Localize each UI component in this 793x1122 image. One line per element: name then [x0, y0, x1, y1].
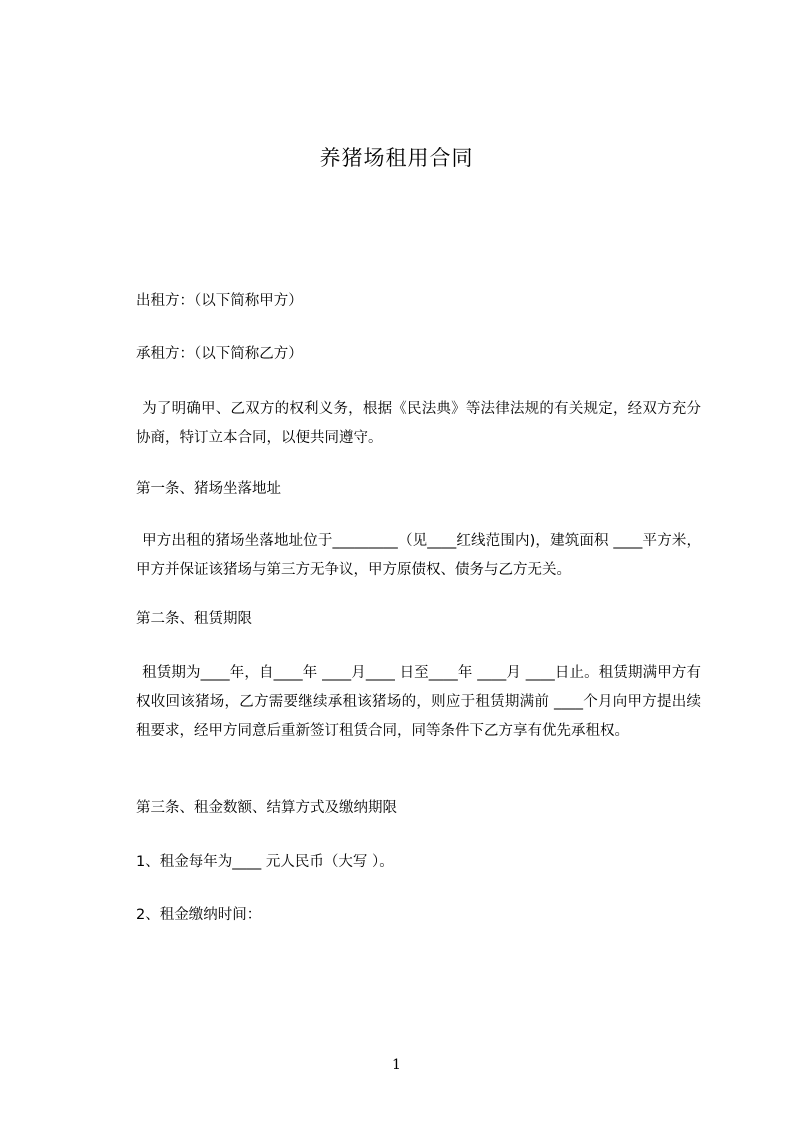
document-title: 养猪场租用合同 — [319, 146, 474, 170]
article2-paragraph — [136, 659, 701, 746]
lessee-line: 承租方：（以下简称乙方） — [136, 346, 303, 362]
article1-heading: 第一条、猪场坐落地址 — [136, 481, 281, 497]
lessor-line: 出租方：（以下简称甲方） — [136, 293, 303, 309]
article2-text: 租赁期为____年，自____年 ____月____ 日至____年 ____月 ____日止。租赁期满甲方有权收回该猪场，乙方需要继续承租该猪场的，则应于租赁期满前 ____个月向甲方提出续租要求，经甲方同意后重新签订租赁合同，同等条件下乙方享有优先承租权。 — [136, 665, 701, 739]
preamble-paragraph — [136, 395, 701, 453]
article1-paragraph — [136, 527, 701, 585]
article3-item1: 1、租金每年为____ 元人民币（大写 ）。 — [136, 854, 394, 870]
article3-item2: 2、租金缴纳时间： — [136, 907, 262, 923]
article2-heading: 第二条、租赁期限 — [136, 611, 252, 627]
article3-heading: 第三条、租金数额、结算方式及缴纳期限 — [136, 800, 397, 816]
page-number: 1 — [392, 1057, 401, 1073]
article1-text: 甲方出租的猪场坐落地址位于_________（见____红线范围内)，建筑面积 ____平方米，甲方并保证该猪场与第三方无争议，甲方原债权、债务与乙方无关。 — [136, 533, 701, 578]
preamble-text: 为了明确甲、乙双方的权利义务，根据《民法典》等法律法规的有关规定，经双方充分协商，特订立本合同，以便共同遵守。 — [136, 401, 701, 446]
